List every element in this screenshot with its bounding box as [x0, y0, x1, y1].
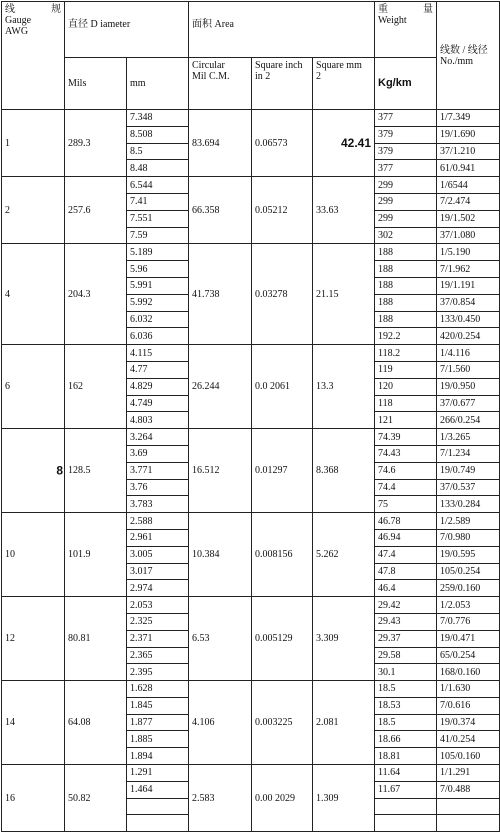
strand-cell: 168/0.160: [437, 664, 500, 681]
header-circular: [189, 58, 252, 110]
table-row: [2, 765, 500, 782]
strand-cell: 266/0.254: [437, 412, 500, 429]
weight-cell: 188: [375, 311, 437, 328]
strand-cell: 7/0.488: [437, 781, 500, 798]
mm-cell: 4.115: [127, 345, 189, 362]
circular-label: Circular: [192, 60, 225, 71]
sqmm-cell: 3.309: [313, 597, 375, 681]
mm-cell: [127, 815, 189, 832]
header-sq-mm: [313, 58, 375, 110]
mils-cell: 50.82: [65, 765, 127, 832]
weight-cell: 11.67: [375, 781, 437, 798]
weight-cell: 11.64: [375, 765, 437, 782]
strand-cell: 61/0.941: [437, 160, 500, 177]
weight-cell: [375, 815, 437, 832]
mm-cell: 6.032: [127, 311, 189, 328]
mm-cell: 1.845: [127, 697, 189, 714]
weight-cell: 188: [375, 244, 437, 261]
strand-cell: 7/0.980: [437, 529, 500, 546]
sqmm-cell: 42.41: [313, 110, 375, 177]
strand-cell: 105/0.160: [437, 748, 500, 765]
gauge-cell: 1: [2, 110, 65, 177]
weight-cell: 192.2: [375, 328, 437, 345]
gauge-cell: 16: [2, 765, 65, 832]
strand-cell: 19/0.471: [437, 630, 500, 647]
mm-cell: 8.5: [127, 143, 189, 160]
mm-cell: 5.96: [127, 261, 189, 278]
table-row: [2, 681, 500, 698]
weight-en: Weight: [378, 15, 407, 26]
strand-cell: 105/0.254: [437, 563, 500, 580]
table-row: [2, 513, 500, 530]
mm-cell: 1.877: [127, 714, 189, 731]
weight-cell: 299: [375, 193, 437, 210]
strand-cell: 37/1.210: [437, 143, 500, 160]
strand-cell: 1/2.053: [437, 597, 500, 614]
table-body: [2, 110, 500, 832]
strand-cell: 1/5.190: [437, 244, 500, 261]
gauge-cell: 14: [2, 681, 65, 765]
gauge-cn-right: 规: [51, 4, 61, 15]
gauge-cell: 6: [2, 345, 65, 429]
strand-cell: [437, 798, 500, 815]
weight-cell: 47.8: [375, 563, 437, 580]
gauge-cell: 12: [2, 597, 65, 681]
sq-inch-label2: in 2: [255, 71, 271, 82]
weight-cell: 118.2: [375, 345, 437, 362]
mm-cell: 2.365: [127, 647, 189, 664]
strand-cell: 7/1.560: [437, 361, 500, 378]
header-area: 面积 Area: [189, 2, 375, 58]
strand-cell: 37/0.854: [437, 294, 500, 311]
mm-cell: 8.48: [127, 160, 189, 177]
sqmm-cell: 5.262: [313, 513, 375, 597]
header-sq-inch: [252, 58, 313, 110]
cm-cell: 66.358: [189, 177, 252, 244]
sqin-cell: 0.0 2061: [252, 345, 313, 429]
mm-cell: 1.885: [127, 731, 189, 748]
table-row: [2, 597, 500, 614]
sqmm-cell: 33.63: [313, 177, 375, 244]
mm-cell: 7.551: [127, 210, 189, 227]
weight-cell: 29.58: [375, 647, 437, 664]
sqin-cell: 0.01297: [252, 429, 313, 513]
mm-cell: 2.371: [127, 630, 189, 647]
weight-cell: 18.5: [375, 681, 437, 698]
mm-cell: 3.264: [127, 429, 189, 446]
mm-cell: 2.961: [127, 529, 189, 546]
header-diameter: 直径 D iameter: [65, 2, 189, 58]
sqin-cell: 0.008156: [252, 513, 313, 597]
strand-cell: 1/3.265: [437, 429, 500, 446]
header-strands: [437, 2, 500, 110]
mm-cell: 4.77: [127, 361, 189, 378]
strand-cell: 7/1.962: [437, 261, 500, 278]
weight-cell: 74.39: [375, 429, 437, 446]
mm-cell: 3.76: [127, 479, 189, 496]
mils-cell: 257.6: [65, 177, 127, 244]
weight-cell: 379: [375, 143, 437, 160]
mm-cell: 2.325: [127, 613, 189, 630]
mm-cell: 3.69: [127, 445, 189, 462]
gauge-cell: 4: [2, 244, 65, 345]
weight-cell: 188: [375, 277, 437, 294]
cm-cell: 4.106: [189, 681, 252, 765]
header-gauge: [2, 2, 65, 110]
sqin-cell: 0.05212: [252, 177, 313, 244]
gauge-en2: AWG: [5, 26, 29, 37]
weight-cell: 377: [375, 110, 437, 127]
weight-cell: 18.5: [375, 714, 437, 731]
mils-cell: 101.9: [65, 513, 127, 597]
sqin-cell: 0.00 2029: [252, 765, 313, 832]
table-header: [2, 2, 500, 110]
weight-cell: 302: [375, 227, 437, 244]
weight-cell: 74.43: [375, 445, 437, 462]
sq-mm-label: Square mm: [316, 60, 362, 71]
weight-cell: 46.4: [375, 580, 437, 597]
weight-cell: 18.81: [375, 748, 437, 765]
weight-cn-left: 重: [378, 4, 389, 15]
strand-cell: 37/0.537: [437, 479, 500, 496]
weight-cell: 46.78: [375, 513, 437, 530]
mm-cell: 3.783: [127, 496, 189, 513]
cm-cell: 26.244: [189, 345, 252, 429]
weight-cell: 299: [375, 210, 437, 227]
weight-cell: 121: [375, 412, 437, 429]
mm-cell: 7.41: [127, 193, 189, 210]
strands-cn: 线数 / 线径: [440, 44, 488, 56]
sqmm-cell: 1.309: [313, 765, 375, 832]
weight-cell: 75: [375, 496, 437, 513]
header-mm: mm: [127, 58, 189, 110]
mm-cell: 1.464: [127, 781, 189, 798]
gauge-cell: 10: [2, 513, 65, 597]
strand-cell: 7/0.776: [437, 613, 500, 630]
gauge-cell: 2: [2, 177, 65, 244]
mils-cell: 64.08: [65, 681, 127, 765]
strand-cell: 259/0.160: [437, 580, 500, 597]
table-row: [2, 345, 500, 362]
weight-cell: 188: [375, 261, 437, 278]
strand-cell: 1/6544: [437, 177, 500, 194]
strand-cell: 133/0.284: [437, 496, 500, 513]
strand-cell: 1/2.589: [437, 513, 500, 530]
sqmm-cell: 13.3: [313, 345, 375, 429]
mm-cell: 6.544: [127, 177, 189, 194]
strands-en: No./mm: [440, 55, 474, 67]
gauge-value: 8: [56, 463, 63, 478]
header-kgkm: Kg/km: [375, 58, 437, 110]
strand-cell: 41/0.254: [437, 731, 500, 748]
table-row: [2, 110, 500, 127]
mm-cell: 4.803: [127, 412, 189, 429]
table-row: [2, 244, 500, 261]
strand-cell: 37/0.677: [437, 395, 500, 412]
mm-cell: 7.59: [127, 227, 189, 244]
mm-cell: 8.508: [127, 126, 189, 143]
mm-cell: 5.991: [127, 277, 189, 294]
strand-cell: 1/1.291: [437, 765, 500, 782]
mils-cell: 204.3: [65, 244, 127, 345]
strand-cell: 7/1.234: [437, 445, 500, 462]
strand-cell: 19/0.595: [437, 546, 500, 563]
weight-cell: 47.4: [375, 546, 437, 563]
weight-cell: 29.43: [375, 613, 437, 630]
sqmm-cell: 21.15: [313, 244, 375, 345]
cm-cell: 83.694: [189, 110, 252, 177]
mm-cell: [127, 798, 189, 815]
table-row: [2, 177, 500, 194]
strand-cell: 7/0.616: [437, 697, 500, 714]
awg-table: [1, 1, 500, 832]
strand-cell: 133/0.450: [437, 311, 500, 328]
weight-cell: 29.42: [375, 597, 437, 614]
weight-cell: 46.94: [375, 529, 437, 546]
mils-cell: 162: [65, 345, 127, 429]
weight-cell: 120: [375, 378, 437, 395]
gauge-cell: [2, 429, 65, 513]
weight-cell: 188: [375, 294, 437, 311]
strand-cell: 7/2.474: [437, 193, 500, 210]
strand-cell: 19/0.374: [437, 714, 500, 731]
mm-cell: 3.005: [127, 546, 189, 563]
weight-cell: 118: [375, 395, 437, 412]
sq-mm-label2: 2: [316, 71, 322, 82]
cm-cell: 41.738: [189, 244, 252, 345]
header-mils: Mils: [65, 58, 127, 110]
strand-cell: 19/1.502: [437, 210, 500, 227]
strand-cell: 19/0.950: [437, 378, 500, 395]
table-row: [2, 429, 500, 446]
mm-cell: 7.348: [127, 110, 189, 127]
weight-cell: [375, 798, 437, 815]
sqin-cell: 0.03278: [252, 244, 313, 345]
weight-cell: 299: [375, 177, 437, 194]
strand-cell: 19/0.749: [437, 462, 500, 479]
sq-inch-label: Square inch: [255, 60, 303, 71]
weight-cell: 119: [375, 361, 437, 378]
mm-cell: 2.053: [127, 597, 189, 614]
weight-cell: 74.6: [375, 462, 437, 479]
circular-label2: Mil C.M.: [192, 71, 230, 82]
mm-cell: 3.771: [127, 462, 189, 479]
mm-cell: 2.974: [127, 580, 189, 597]
mm-cell: 4.749: [127, 395, 189, 412]
sqmm-cell: 2.081: [313, 681, 375, 765]
strand-cell: 1/1.630: [437, 681, 500, 698]
mm-cell: 6.036: [127, 328, 189, 345]
weight-cell: 30.1: [375, 664, 437, 681]
strand-cell: 1/7.349: [437, 110, 500, 127]
mils-cell: 289.3: [65, 110, 127, 177]
sqmm-cell: 8.368: [313, 429, 375, 513]
sqin-cell: 0.005129: [252, 597, 313, 681]
strand-cell: 1/4.116: [437, 345, 500, 362]
weight-cell: 18.66: [375, 731, 437, 748]
weight-cell: 29.37: [375, 630, 437, 647]
strand-cell: 65/0.254: [437, 647, 500, 664]
weight-cn-right: 量: [423, 4, 434, 15]
strand-cell: 37/1.080: [437, 227, 500, 244]
strand-cell: [437, 815, 500, 832]
mils-cell: 80.81: [65, 597, 127, 681]
mm-cell: 2.588: [127, 513, 189, 530]
strand-cell: 19/1.191: [437, 277, 500, 294]
mm-cell: 1.291: [127, 765, 189, 782]
mm-cell: 1.894: [127, 748, 189, 765]
sqin-cell: 0.003225: [252, 681, 313, 765]
gauge-en1: Gauge: [5, 15, 32, 26]
mm-cell: 2.395: [127, 664, 189, 681]
weight-cell: 377: [375, 160, 437, 177]
mm-cell: 1.628: [127, 681, 189, 698]
mm-cell: 3.017: [127, 563, 189, 580]
mm-cell: 5.189: [127, 244, 189, 261]
mm-cell: 5.992: [127, 294, 189, 311]
cm-cell: 6.53: [189, 597, 252, 681]
header-weight: [375, 2, 437, 58]
mm-cell: 4.829: [127, 378, 189, 395]
strand-cell: 420/0.254: [437, 328, 500, 345]
weight-cell: 18.53: [375, 697, 437, 714]
cm-cell: 2.583: [189, 765, 252, 832]
weight-cell: 379: [375, 126, 437, 143]
gauge-cn-left: 线: [5, 4, 15, 15]
mils-cell: 128.5: [65, 429, 127, 513]
sqin-cell: 0.06573: [252, 110, 313, 177]
cm-cell: 16.512: [189, 429, 252, 513]
cm-cell: 10.384: [189, 513, 252, 597]
strand-cell: 19/1.690: [437, 126, 500, 143]
weight-cell: 74.4: [375, 479, 437, 496]
